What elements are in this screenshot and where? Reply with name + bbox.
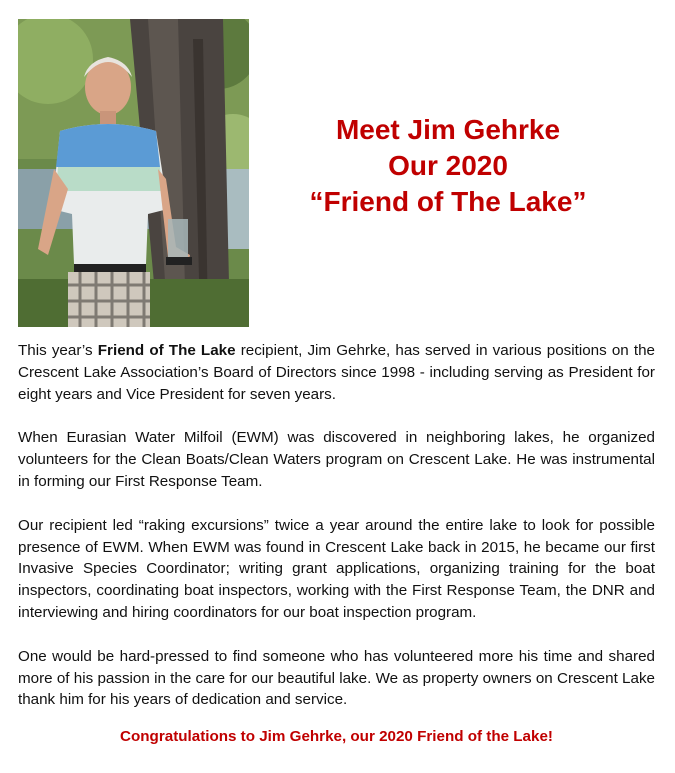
headline-line-1: Meet Jim Gehrke: [335, 114, 561, 145]
closing-congratulations: Congratulations to Jim Gehrke, our 2020 Friend of the Lake!: [120, 728, 553, 745]
paragraph-1-rest: recipient, Jim Gehrke, has served in various positions on the Crescent Lake Association’s Board of Directors since 1998 - including serving as President for eight years and Vice President for seven years.: [18, 342, 656, 403]
paragraph-4: One would be hard-pressed to find someone who has volunteered more his time and shared more of his passion in the care for our beautiful lake. We as property owners on Crescent Lake thank him for his years of dedication and service.: [18, 647, 655, 709]
paragraph-2: When Eurasian Water Milfoil (EWM) was discovered in neighboring lakes, he organized volunteers for the Clean Boats/Clean Waters program on Crescent Lake. He was instrumental in forming our First Response Team.: [18, 429, 655, 490]
headline-line-3: “Friend of The Lake”: [309, 186, 587, 217]
award-name: Friend of The Lake: [97, 342, 236, 359]
recipient-photo: [18, 19, 249, 327]
article-body: [18, 340, 655, 733]
paragraph-1-lead: This year’s: [18, 342, 98, 359]
headline-line-2: Our 2020: [388, 150, 508, 181]
headline: [258, 112, 638, 220]
paragraph-1: [18, 340, 655, 405]
paragraph-3: Our recipient led “raking excursions” twice a year around the entire lake to look for possible presence of EWM. When EWM was found in Crescent Lake back in 2015, he became our first Invasive Species Coordinator; writing grant applications, organizing training for the boat inspectors, coordinating boat inspectors, working with the First Response Team, the DNR and interviewing and hiring coordinators for our boat inspection program.: [18, 516, 655, 621]
